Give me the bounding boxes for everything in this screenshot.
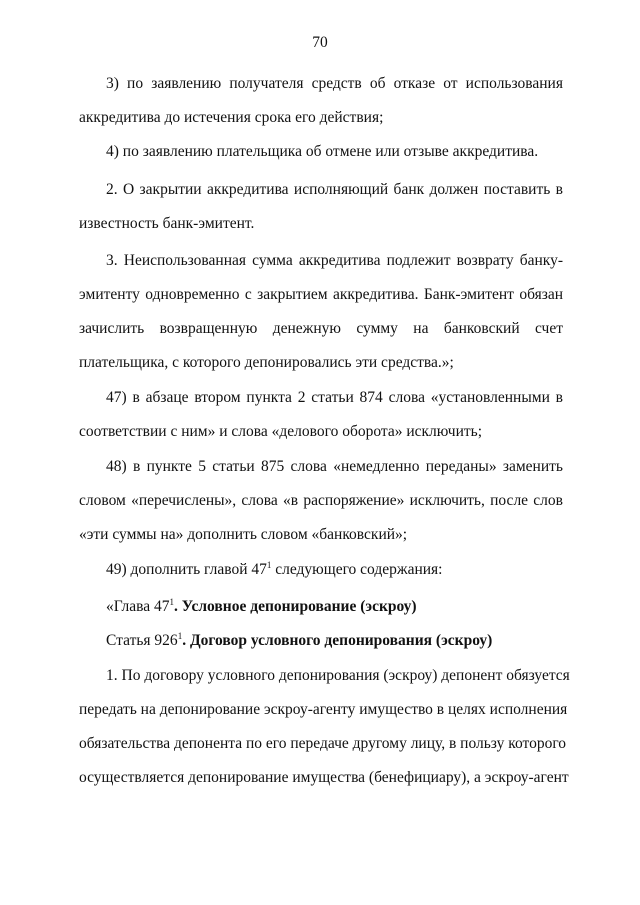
text-line: осуществляется депонирование имущества (бенефициару), а эскроу-агент xyxy=(79,769,569,786)
text-line: эмитенту одновременно с закрытием аккредитива. Банк-эмитент обязан xyxy=(79,286,563,303)
article-title: . Договор условного депонирования (эскроу) xyxy=(182,632,493,649)
text-line: 2. О закрытии аккредитива исполняющий банк должен поставить в xyxy=(106,181,563,198)
text-line: плательщика, с которого депонировались эти средства.»; xyxy=(79,354,454,371)
chapter-heading xyxy=(106,590,563,624)
chapter-title: . Условное депонирование (эскроу) xyxy=(174,598,417,615)
text-line: передать на депонирование эскроу-агенту имущество в целях исполнения xyxy=(79,701,568,718)
text-line: 4) по заявлению плательщика об отмене или отзыве аккредитива. xyxy=(106,143,539,160)
text-line: зачислить возвращенную денежную сумму на банковский счет xyxy=(79,320,563,337)
text-line: 1. По договору условного депонирования (эскроу) депонент обязуется xyxy=(106,667,570,684)
text-line: словом «перечислены», слова «в распоряжение» исключить, после слов xyxy=(79,492,563,509)
text-line xyxy=(106,553,563,587)
text-fragment: 49) дополнить главой 47 xyxy=(106,561,267,578)
article-label: Статья 926 xyxy=(106,632,178,649)
text-line: 47) в абзаце втором пункта 2 статьи 874 слова «установленными в xyxy=(106,389,563,406)
text-line: обязательства депонента по его передаче другому лицу, в пользу которого xyxy=(79,735,567,752)
chapter-label: «Глава 47 xyxy=(106,598,170,615)
superscript: 1 xyxy=(266,559,272,570)
page-number: 70 xyxy=(312,34,328,51)
text-line: соответствии с ним» и слова «делового оборота» исключить; xyxy=(79,423,483,440)
text-line: известность банк-эмитент. xyxy=(79,215,255,232)
superscript: 1 xyxy=(169,596,175,607)
superscript: 1 xyxy=(177,630,183,641)
text-line: аккредитива до истечения срока его действия; xyxy=(79,109,384,126)
text-line: 3. Неиспользованная сумма аккредитива подлежит возврату банку- xyxy=(106,252,563,269)
text-line: «эти суммы на» дополнить словом «банковский»; xyxy=(79,526,408,543)
text-line: 3) по заявлению получателя средств об отказе от использования xyxy=(106,75,563,92)
article-heading xyxy=(106,624,563,658)
text-fragment: следующего содержания: xyxy=(271,561,443,578)
text-line: 48) в пункте 5 статьи 875 слова «немедленно переданы» заменить xyxy=(106,458,563,475)
